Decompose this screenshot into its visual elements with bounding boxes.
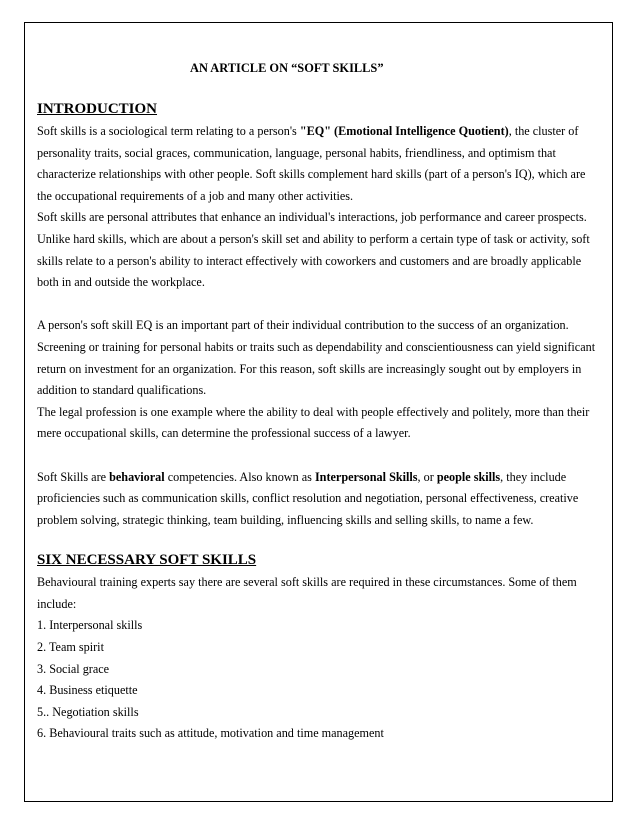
page-title: AN ARTICLE ON “SOFT SKILLS” [190, 61, 384, 75]
six-skills-heading: SIX NECESSARY SOFT SKILLS [37, 552, 257, 569]
skills-list [37, 615, 603, 745]
list-item: 6. Behavioural traits such as attitude, motivation and time management [37, 726, 384, 741]
list-item: 2. Team spirit [37, 640, 104, 655]
intro-paragraph-1: Soft skills is a sociological term relating to a person's "EQ" (Emotional Intelligence Quotient), the cluster of personality traits, social graces, communication, language, personal habits, friendliness, and optimism that characterize relationships with other people. Soft skills complement hard skills (part of a person's IQ), which are the occupational requirements of a job and many other activities. [37, 124, 586, 203]
six-skills-intro: Behavioural training experts say there are several soft skills are required in these circumstances. Some of them include: [37, 575, 577, 611]
intro-paragraph-3: A person's soft skill EQ is an important part of their individual contribution to the success of an organization. Screening or training for personal habits or traits such as dependability and conscientiousness can yield significant return on investment for an organization. For this reason, soft skills are increasingly sought out by employers in addition to standard qualifications. [37, 318, 596, 398]
behavioral-term: behavioral [109, 469, 165, 484]
list-item: 1. Interpersonal skills [37, 618, 143, 633]
list-item: 3. Social grace [37, 661, 110, 676]
introduction-heading: INTRODUCTION [37, 101, 158, 117]
interpersonal-skills-term: Interpersonal Skills [314, 469, 418, 484]
intro-paragraph-5: Soft Skills are behavioral competencies. Also known as Interpersonal Skills, or people skills, they include proficiencies such as communication skills, conflict resolution and negotiation, personal effectiveness, creative problem solving, strategic thinking, team building, influencing skills and selling skills, to name a few. [37, 469, 579, 527]
intro-paragraph-4: The legal profession is one example where the ability to deal with people effectively and politely, more than their mere occupational skills, can determine the professional success of a lawyer. [37, 404, 590, 441]
list-item: 4. Business etiquette [37, 683, 138, 698]
people-skills-term: people skills [436, 469, 501, 484]
document-body [37, 60, 603, 745]
eq-term: "EQ" (Emotional Intelligence Quotient) [299, 124, 509, 138]
list-item: 5.. Negotiation skills [37, 704, 139, 719]
intro-paragraph-2: Soft skills are personal attributes that enhance an individual's interactions, job performance and career prospects. Unlike hard skills, which are about a person's skill set and ability to perform a certain type of task or activity, soft skills relate to a person's ability to interact effectively with coworkers and customers and are broadly applicable both in and outside the workplace. [37, 210, 590, 290]
